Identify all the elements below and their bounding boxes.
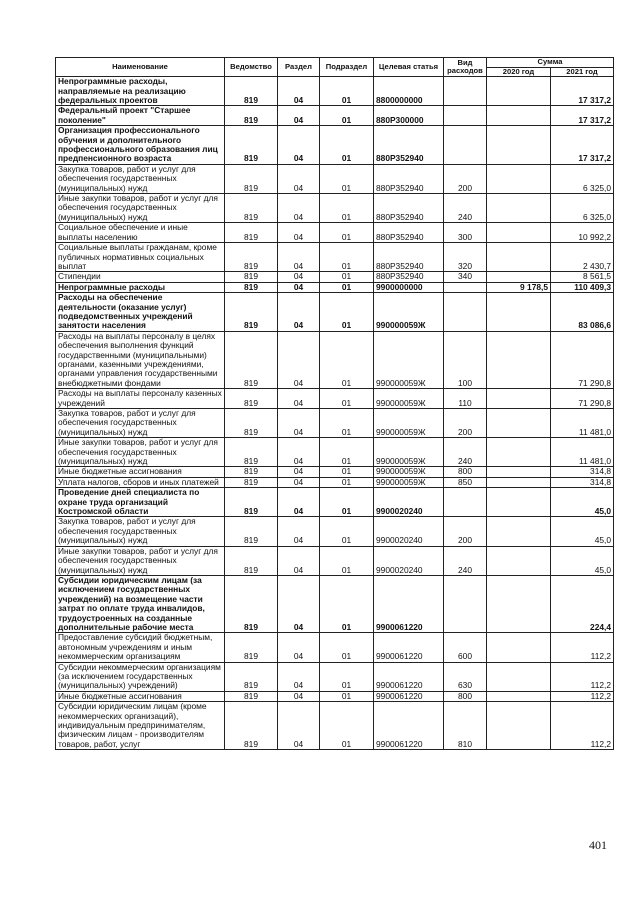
row-dept: 819 bbox=[225, 282, 278, 292]
row-sum-2020 bbox=[487, 438, 551, 467]
table-row bbox=[56, 243, 614, 272]
row-subsection: 01 bbox=[320, 106, 374, 126]
row-section: 04 bbox=[278, 409, 320, 438]
table-header bbox=[56, 58, 614, 77]
table-row bbox=[56, 477, 614, 487]
row-sum-2020 bbox=[487, 389, 551, 409]
row-target: 9900061220 bbox=[374, 691, 444, 701]
row-section: 04 bbox=[278, 331, 320, 388]
row-type bbox=[444, 575, 487, 632]
row-target: 8800000000 bbox=[374, 77, 444, 106]
row-sum-2020 bbox=[487, 331, 551, 388]
row-type: 340 bbox=[444, 272, 487, 282]
row-name: Социальное обеспечение и иные выплаты населению bbox=[56, 223, 225, 243]
row-dept: 819 bbox=[225, 126, 278, 165]
budget-table bbox=[55, 57, 614, 750]
row-name: Федеральный проект "Старшее поколение" bbox=[56, 106, 225, 126]
row-subsection: 01 bbox=[320, 662, 374, 691]
row-section: 04 bbox=[278, 106, 320, 126]
row-sum-2021: 314,8 bbox=[551, 467, 614, 477]
row-name: Непрограммные расходы bbox=[56, 282, 225, 292]
row-subsection: 01 bbox=[320, 293, 374, 332]
row-target: 990000059Ж bbox=[374, 477, 444, 487]
row-section: 04 bbox=[278, 438, 320, 467]
row-dept: 819 bbox=[225, 467, 278, 477]
row-dept: 819 bbox=[225, 575, 278, 632]
table-row bbox=[56, 409, 614, 438]
row-section: 04 bbox=[278, 575, 320, 632]
row-target: 880P352940 bbox=[374, 272, 444, 282]
header-name: Наименование bbox=[56, 58, 225, 77]
row-sum-2021: 11 481,0 bbox=[551, 409, 614, 438]
row-sum-2021: 17 317,2 bbox=[551, 77, 614, 106]
row-type: 100 bbox=[444, 331, 487, 388]
row-target: 990000059Ж bbox=[374, 438, 444, 467]
row-section: 04 bbox=[278, 477, 320, 487]
row-sum-2021: 71 290,8 bbox=[551, 331, 614, 388]
row-section: 04 bbox=[278, 293, 320, 332]
row-dept: 819 bbox=[225, 546, 278, 575]
row-name: Закупка товаров, работ и услуг для обеспечения государственных (муниципальных) нужд bbox=[56, 409, 225, 438]
row-name: Иные закупки товаров, работ и услуг для обеспечения государственных (муниципальных) нужд bbox=[56, 546, 225, 575]
row-name: Расходы на выплаты персоналу казенных учреждений bbox=[56, 389, 225, 409]
row-type: 240 bbox=[444, 438, 487, 467]
table-row bbox=[56, 517, 614, 546]
row-sum-2020 bbox=[487, 164, 551, 193]
row-sum-2021: 11 481,0 bbox=[551, 438, 614, 467]
row-target: 880P352940 bbox=[374, 194, 444, 223]
row-dept: 819 bbox=[225, 194, 278, 223]
row-dept: 819 bbox=[225, 243, 278, 272]
row-target: 880P352940 bbox=[374, 126, 444, 165]
row-name: Уплата налогов, сборов и иных платежей bbox=[56, 477, 225, 487]
row-sum-2021: 17 317,2 bbox=[551, 126, 614, 165]
row-type: 850 bbox=[444, 477, 487, 487]
row-section: 04 bbox=[278, 702, 320, 750]
row-sum-2020 bbox=[487, 477, 551, 487]
row-sum-2021: 6 325,0 bbox=[551, 164, 614, 193]
row-sum-2021: 8 561,5 bbox=[551, 272, 614, 282]
row-sum-2021: 112,2 bbox=[551, 662, 614, 691]
row-sum-2021: 6 325,0 bbox=[551, 194, 614, 223]
row-dept: 819 bbox=[225, 517, 278, 546]
row-target: 880P352940 bbox=[374, 243, 444, 272]
row-target: 9900061220 bbox=[374, 662, 444, 691]
row-section: 04 bbox=[278, 272, 320, 282]
row-section: 04 bbox=[278, 126, 320, 165]
table-row bbox=[56, 575, 614, 632]
row-target: 9900020240 bbox=[374, 517, 444, 546]
row-name: Субсидии юридическим лицам (кроме некоммерческих организаций), индивидуальным предпринимателям, физическим лицам - производителям товаров, работ, услуг bbox=[56, 702, 225, 750]
row-sum-2021: 110 409,3 bbox=[551, 282, 614, 292]
table-row bbox=[56, 488, 614, 517]
row-sum-2020 bbox=[487, 77, 551, 106]
row-dept: 819 bbox=[225, 662, 278, 691]
row-section: 04 bbox=[278, 488, 320, 517]
row-subsection: 01 bbox=[320, 126, 374, 165]
row-sum-2021: 112,2 bbox=[551, 691, 614, 701]
row-section: 04 bbox=[278, 164, 320, 193]
row-dept: 819 bbox=[225, 293, 278, 332]
row-sum-2020 bbox=[487, 243, 551, 272]
row-sum-2020 bbox=[487, 223, 551, 243]
row-type: 200 bbox=[444, 164, 487, 193]
header-year-2021: 2021 год bbox=[551, 67, 614, 77]
row-type: 800 bbox=[444, 467, 487, 477]
row-dept: 819 bbox=[225, 702, 278, 750]
row-dept: 819 bbox=[225, 389, 278, 409]
row-sum-2021: 17 317,2 bbox=[551, 106, 614, 126]
row-sum-2021: 71 290,8 bbox=[551, 389, 614, 409]
row-type: 800 bbox=[444, 691, 487, 701]
row-section: 04 bbox=[278, 546, 320, 575]
page-number: 401 bbox=[589, 838, 607, 852]
row-target: 9900020240 bbox=[374, 546, 444, 575]
row-dept: 819 bbox=[225, 77, 278, 106]
row-section: 04 bbox=[278, 282, 320, 292]
table-row bbox=[56, 662, 614, 691]
row-sum-2020 bbox=[487, 702, 551, 750]
row-name: Иные бюджетные ассигнования bbox=[56, 467, 225, 477]
row-type: 300 bbox=[444, 223, 487, 243]
row-sum-2020 bbox=[487, 467, 551, 477]
row-dept: 819 bbox=[225, 331, 278, 388]
row-subsection: 01 bbox=[320, 438, 374, 467]
table-row bbox=[56, 126, 614, 165]
row-dept: 819 bbox=[225, 633, 278, 662]
row-name: Расходы на обеспечение деятельности (оказание услуг) подведомственных учреждений занятости населения bbox=[56, 293, 225, 332]
row-sum-2020 bbox=[487, 662, 551, 691]
row-dept: 819 bbox=[225, 438, 278, 467]
row-target: 880P352940 bbox=[374, 164, 444, 193]
row-target: 990000059Ж bbox=[374, 331, 444, 388]
row-target: 9900061220 bbox=[374, 575, 444, 632]
row-sum-2020 bbox=[487, 546, 551, 575]
row-name: Предоставление субсидий бюджетным, автономным учреждениям и иным некоммерческим организациям bbox=[56, 633, 225, 662]
row-sum-2021: 2 430,7 bbox=[551, 243, 614, 272]
row-sum-2021: 83 086,6 bbox=[551, 293, 614, 332]
row-sum-2021: 314,8 bbox=[551, 477, 614, 487]
row-type bbox=[444, 77, 487, 106]
row-sum-2021: 10 992,2 bbox=[551, 223, 614, 243]
row-subsection: 01 bbox=[320, 389, 374, 409]
table-row bbox=[56, 702, 614, 750]
row-section: 04 bbox=[278, 389, 320, 409]
row-type: 240 bbox=[444, 546, 487, 575]
header-section: Раздел bbox=[278, 58, 320, 77]
row-section: 04 bbox=[278, 77, 320, 106]
row-name: Непрограммные расходы, направляемые на реализацию федеральных проектов bbox=[56, 77, 225, 106]
row-dept: 819 bbox=[225, 691, 278, 701]
row-section: 04 bbox=[278, 633, 320, 662]
row-subsection: 01 bbox=[320, 488, 374, 517]
row-section: 04 bbox=[278, 243, 320, 272]
row-type: 200 bbox=[444, 409, 487, 438]
row-subsection: 01 bbox=[320, 77, 374, 106]
row-target: 9900000000 bbox=[374, 282, 444, 292]
row-subsection: 01 bbox=[320, 194, 374, 223]
row-section: 04 bbox=[278, 517, 320, 546]
header-type: Вид расходов bbox=[444, 58, 487, 77]
row-sum-2021: 224,4 bbox=[551, 575, 614, 632]
row-subsection: 01 bbox=[320, 223, 374, 243]
row-target: 880P352940 bbox=[374, 223, 444, 243]
row-sum-2020 bbox=[487, 106, 551, 126]
row-sum-2020 bbox=[487, 409, 551, 438]
row-type: 320 bbox=[444, 243, 487, 272]
row-type bbox=[444, 126, 487, 165]
row-name: Проведение дней специалиста по охране труда организаций Костромской области bbox=[56, 488, 225, 517]
table-row bbox=[56, 467, 614, 477]
row-sum-2020: 9 178,5 bbox=[487, 282, 551, 292]
row-target: 990000059Ж bbox=[374, 293, 444, 332]
table-row bbox=[56, 282, 614, 292]
header-year-2020: 2020 год bbox=[487, 67, 551, 77]
row-type bbox=[444, 488, 487, 517]
row-sum-2020 bbox=[487, 633, 551, 662]
row-dept: 819 bbox=[225, 106, 278, 126]
header-sum: Сумма bbox=[487, 58, 614, 68]
row-sum-2020 bbox=[487, 517, 551, 546]
row-subsection: 01 bbox=[320, 546, 374, 575]
row-type bbox=[444, 282, 487, 292]
row-target: 9900061220 bbox=[374, 633, 444, 662]
row-subsection: 01 bbox=[320, 575, 374, 632]
row-dept: 819 bbox=[225, 488, 278, 517]
table-row bbox=[56, 389, 614, 409]
row-section: 04 bbox=[278, 194, 320, 223]
row-target: 990000059Ж bbox=[374, 389, 444, 409]
row-subsection: 01 bbox=[320, 409, 374, 438]
row-name: Иные закупки товаров, работ и услуг для обеспечения государственных (муниципальных) нужд bbox=[56, 438, 225, 467]
row-section: 04 bbox=[278, 691, 320, 701]
table-row bbox=[56, 223, 614, 243]
row-subsection: 01 bbox=[320, 467, 374, 477]
row-subsection: 01 bbox=[320, 282, 374, 292]
row-subsection: 01 bbox=[320, 477, 374, 487]
table-row bbox=[56, 546, 614, 575]
row-sum-2020 bbox=[487, 488, 551, 517]
table-row bbox=[56, 331, 614, 388]
row-subsection: 01 bbox=[320, 702, 374, 750]
table-row bbox=[56, 293, 614, 332]
row-type: 810 bbox=[444, 702, 487, 750]
table-row bbox=[56, 164, 614, 193]
row-type bbox=[444, 106, 487, 126]
header-subsection: Подраздел bbox=[320, 58, 374, 77]
row-target: 9900020240 bbox=[374, 488, 444, 517]
row-type: 630 bbox=[444, 662, 487, 691]
row-sum-2021: 112,2 bbox=[551, 702, 614, 750]
row-name: Организация профессионального обучения и дополнительного профессионального образования лиц предпенсионного возраста bbox=[56, 126, 225, 165]
row-sum-2021: 45,0 bbox=[551, 546, 614, 575]
header-dept: Ведомство bbox=[225, 58, 278, 77]
row-dept: 819 bbox=[225, 477, 278, 487]
row-sum-2021: 45,0 bbox=[551, 488, 614, 517]
row-type: 600 bbox=[444, 633, 487, 662]
row-subsection: 01 bbox=[320, 272, 374, 282]
table-row bbox=[56, 438, 614, 467]
row-target: 9900061220 bbox=[374, 702, 444, 750]
table-row bbox=[56, 691, 614, 701]
row-subsection: 01 bbox=[320, 331, 374, 388]
row-name: Субсидии некоммерческим организациям (за исключением государственных (муниципальных) учреждений) bbox=[56, 662, 225, 691]
row-name: Закупка товаров, работ и услуг для обеспечения государственных (муниципальных) нужд bbox=[56, 164, 225, 193]
row-section: 04 bbox=[278, 467, 320, 477]
row-name: Субсидии юридическим лицам (за исключением государственных учреждений) на возмещение части затрат по оплате труда инвалидов, трудоустроенных на созданные дополнительные рабочие места bbox=[56, 575, 225, 632]
table-row bbox=[56, 194, 614, 223]
row-type: 240 bbox=[444, 194, 487, 223]
row-type: 200 bbox=[444, 517, 487, 546]
row-name: Расходы на выплаты персоналу в целях обеспечения выполнения функций государственными (муниципальными) органами, казенными учреждениями, органами управления государственными внебюджетными фондами bbox=[56, 331, 225, 388]
row-section: 04 bbox=[278, 223, 320, 243]
row-sum-2020 bbox=[487, 272, 551, 282]
row-sum-2021: 112,2 bbox=[551, 633, 614, 662]
table-row bbox=[56, 633, 614, 662]
row-subsection: 01 bbox=[320, 243, 374, 272]
table-row bbox=[56, 106, 614, 126]
row-sum-2020 bbox=[487, 126, 551, 165]
row-subsection: 01 bbox=[320, 691, 374, 701]
row-sum-2020 bbox=[487, 293, 551, 332]
row-sum-2021: 45,0 bbox=[551, 517, 614, 546]
row-dept: 819 bbox=[225, 409, 278, 438]
row-target: 990000059Ж bbox=[374, 409, 444, 438]
row-dept: 819 bbox=[225, 272, 278, 282]
row-name: Иные закупки товаров, работ и услуг для обеспечения государственных (муниципальных) нужд bbox=[56, 194, 225, 223]
row-name: Иные бюджетные ассигнования bbox=[56, 691, 225, 701]
row-type bbox=[444, 293, 487, 332]
row-name: Закупка товаров, работ и услуг для обеспечения государственных (муниципальных) нужд bbox=[56, 517, 225, 546]
row-subsection: 01 bbox=[320, 164, 374, 193]
row-subsection: 01 bbox=[320, 517, 374, 546]
row-section: 04 bbox=[278, 662, 320, 691]
row-sum-2020 bbox=[487, 194, 551, 223]
row-name: Социальные выплаты гражданам, кроме публичных нормативных социальных выплат bbox=[56, 243, 225, 272]
header-target: Целевая статья bbox=[374, 58, 444, 77]
table-row bbox=[56, 77, 614, 106]
row-dept: 819 bbox=[225, 164, 278, 193]
row-sum-2020 bbox=[487, 691, 551, 701]
row-dept: 819 bbox=[225, 223, 278, 243]
row-name: Стипендии bbox=[56, 272, 225, 282]
table-body bbox=[56, 77, 614, 750]
row-target: 990000059Ж bbox=[374, 467, 444, 477]
row-subsection: 01 bbox=[320, 633, 374, 662]
row-type: 110 bbox=[444, 389, 487, 409]
row-sum-2020 bbox=[487, 575, 551, 632]
row-target: 880P300000 bbox=[374, 106, 444, 126]
table-row bbox=[56, 272, 614, 282]
